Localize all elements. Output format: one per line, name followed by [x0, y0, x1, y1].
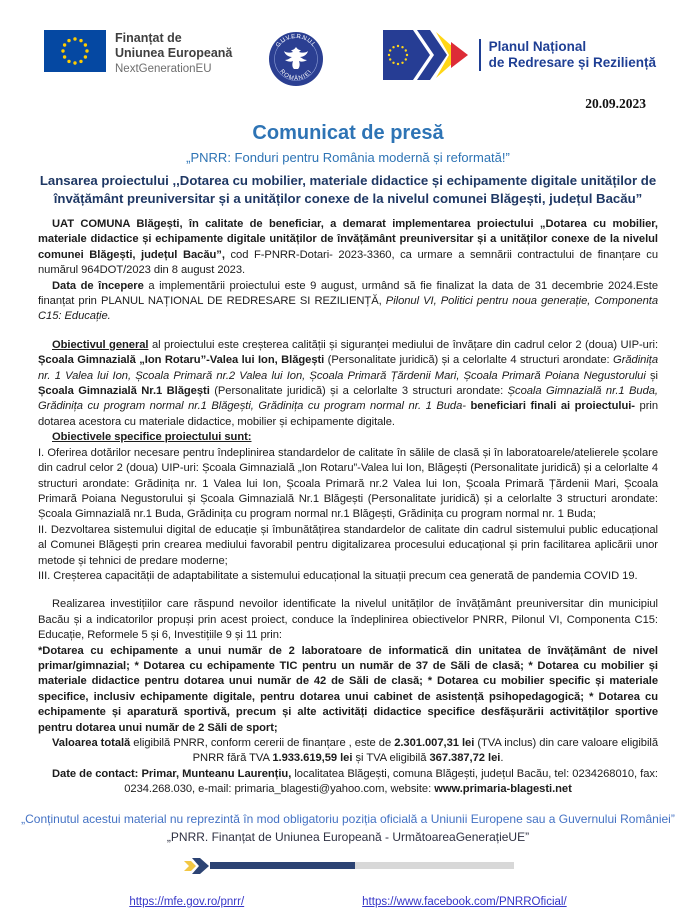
eu-flag-icon: [44, 30, 106, 72]
objective-2: II. Dezvoltarea sistemului digital de educație și îmbunătățirea standardelor de calitate din cadrul sistemului public educațional al Comunei Blăgești prin crearea mediului favorabil pentru digitalizarea procesului educațional și prin facilitarea aplicării unor metode și tehnici de predare moderne;: [38, 523, 658, 567]
general-objective-paragraph: Obiectivul general al proiectului este creșterea calității și siguranței mediului de învățare din cadrul celor 2 (doua) UIP-uri: Școala Gimnazială „Ion Rotaru”-Valea lui Ion, Blăgești (Personalitate juridică) și a celorlalte 4 structuri arondate: Grădinița nr. 1 Valea lui Ion, Școala Primară nr.2 Valea lui Ion, Școala Primară Țărdenii Mari, Școala Primară Poiana Negustorului și Școala Gimnazială Nr.1 Blăgești (Personalitate juridică) și a celorlalte 3 structuri arondate: Școala Gimnazială nr.1 Buda, Grădinița cu program normal nr.1 Blăgești, Grădinița cu program normal nr. 1 Buda- beneficiari finali ai proiectului- prin dotarea acestora cu materiale didactice, mobilier și echipamente digitale.: [38, 338, 659, 428]
eu-funding-line2: Uniunea Europeană: [115, 46, 233, 60]
progress-arrow-icon: [184, 858, 210, 874]
mfe-gov-link[interactable]: https://mfe.gov.ro/pnrr/: [129, 895, 245, 908]
press-release-body: [0, 207, 696, 798]
facebook-pnrr-link[interactable]: https://www.facebook.com/PNRROficial/: [362, 895, 567, 908]
eu-funding-logo: [44, 30, 232, 77]
footer-links: [0, 896, 696, 908]
eu-funding-line1: Finanțat de: [115, 31, 182, 45]
page-title: Comunicat de presă: [252, 122, 444, 144]
disclaimer-text: „Conținutul acestui material nu reprezintă în mod obligatoriu poziția oficială a Uniunii Europene sau a Guvernului României”: [21, 811, 675, 826]
endowments-paragraph: *Dotarea cu echipamente a unui număr de 2 laboratoare de informatică din unitatea de învățământ de nivel primar/gimnazial; * Dotarea cu echipamente TIC pentru un număr de 37 de Săli de clasă; * Dotarea cu mobilier și materiale didactice pentru dotarea unui număr de 42 de Săli de clasă; * Dotarea cu mobilier specific și materiale specifice, inclusiv echipamente digitale, pentru dotarea unui cabinet de asistență psihopedagogică; * Dotarea cu echipamente și aparatură sportivă, precum și alte activități didactice specifice desfășurării activităților sportive pentru dotarea unui număr de 2 Săli de sport;: [38, 644, 658, 734]
progress-bar-track: [355, 862, 514, 869]
pnrr-logo-line2: de Redresare și Reziliență: [488, 55, 656, 70]
investments-paragraph: Realizarea investițiilor care răspund nevoilor identificate la nivelul unităților de învățământ preuniversitar din municipiul Bacău și a indicatorilor propuși prin acest proiect, conduce la îndeplinirea obiectivelor PNRR, Pilonul VI, Componenta C15: Educație, Reformele 5 și 6, Investițiile 9 și 11 prin:: [38, 598, 658, 642]
pnrr-funding-line: „PNRR. Finanțat de Uniunea Europeană - UrmătoareaGenerațieUE”: [166, 829, 530, 844]
pnrr-logo-icon: [383, 30, 473, 80]
intro-paragraph: UAT COMUNA Blăgești, în calitate de beneficiar, a demarat implementarea proiectului „Dotarea cu mobilier, materiale didactice și echipamente digitale unităților de învățământ preuniversitar și a unităților conexe de la nivelul comunei Blăgești, județul Bacău”, cod F-PNRR-Dotari- 2023-3360, ca urmare a semnării contractului de finanțare cu numărul 964DOT/2023 din 8 august 2023.: [38, 218, 658, 277]
objective-3: III. Creșterea capacității de adaptabilitate a sistemului educațional la situații precum cea generată de pandemia COVID 19.: [38, 569, 638, 582]
romanian-government-seal-icon: [268, 31, 324, 87]
pnrr-logo: [383, 30, 656, 80]
pnrr-progress-bar: [184, 858, 514, 874]
progress-bar-filled: [210, 862, 355, 869]
header: [0, 0, 696, 87]
eu-funding-text: [115, 30, 232, 77]
pnrr-logo-line1: Planul Național: [488, 39, 587, 54]
timeline-paragraph: Data de începere a implementării proiectului este 9 august, urmând să fie finalizat la data de 31 decembrie 2024.Este finanțat prin PLANUL NAȚIONAL DE REDRESARE SI REZILIENȚĂ, Pilonul VI, Politici pentru noua generație, Componenta C15: Educație.: [38, 279, 658, 323]
seal-text-bottom: ROMÂNIEI: [278, 68, 315, 83]
specific-objectives-heading: Obiectivele specifice proiectului sunt:: [52, 431, 252, 444]
objective-1: I. Oferirea dotărilor necesare pentru îndeplinirea standardelor de calitate în sălile de clasă și în laboratoarele/atelierele școlare din cadrul celor 2 (doua) UIP-uri: Școala Gimnazială „Ion Rotaru”-Valea lui Ion, Blăgești (Personalitate juridică) și a celorlalte 4 structuri arondate: Grădinița nr. 1 Valea lui Ion, Școala Primară nr.2 Valea lui Ion, Școala Primară Țărdenii Mari, Școala Primară Poiana Negustorului și Școala Gimnazială Nr.1 Blăgești (Personalitate juridică) și a celorlalte 3 structuri arondate: Școala Gimnazială nr.1 Buda, Grădinița cu program normal nr.1 Blăgești, Grădinița cu program normal nr. 1 Buda;: [38, 446, 658, 521]
total-value-paragraph: Valoarea totală eligibilă PNRR, conform cererii de finanțare , este de 2.301.007,31 lei (TVA inclus) din care valoare eligibilă PNRR fără TVA 1.933.619,59 lei și TVA eligibilă 367.387,72 lei.: [52, 737, 658, 765]
seal-text-top: GUVERNUL: [275, 33, 318, 49]
eu-funding-line3: NextGenerationEU: [115, 63, 212, 75]
contact-paragraph: Date de contact: Primar, Munteanu Laurențiu, localitatea Blăgești, comuna Blăgești, județul Bacău, tel: 0234268010, fax: 0234.268.030, e-mail: primaria_blagesti@yahoo.com, website: www.primaria-blagesti.net: [52, 767, 658, 796]
page-subtitle: „PNRR: Fonduri pentru România modernă și reformată!”: [186, 150, 510, 165]
pnrr-logo-text: [479, 39, 656, 71]
project-title: Lansarea proiectului ,,Dotarea cu mobilier, materiale didactice și echipamente digitale unităților de învățământ preuniversitar și a unităților conexe de la nivelul comunei Blăgești, județul Bacău”: [39, 173, 657, 206]
document-date: 20.09.2023: [585, 96, 646, 111]
